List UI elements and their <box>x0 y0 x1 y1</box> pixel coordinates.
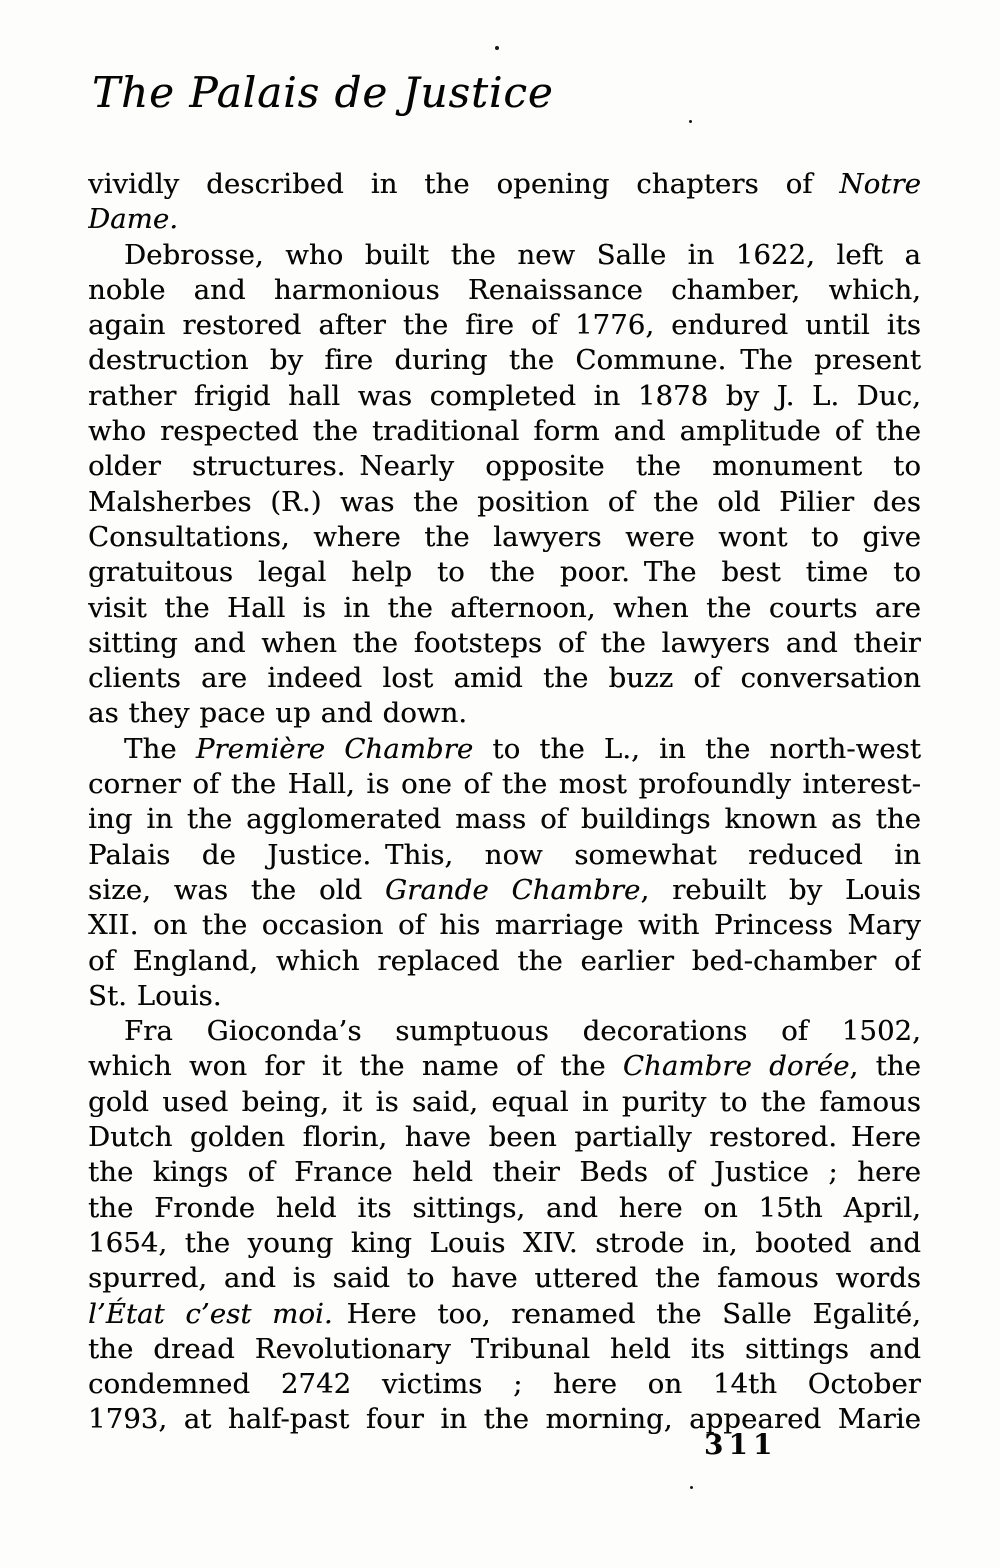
text-line <box>88 485 921 520</box>
text-line <box>88 343 921 378</box>
text-segment: who respected the traditional form and amplitude of the <box>88 415 921 448</box>
text-segment: the Fronde held its sittings, and here on 15th April, <box>88 1191 921 1224</box>
text-segment: to the L., in the north-west <box>473 732 921 765</box>
text-segment: , the <box>849 1050 921 1083</box>
text-segment: vividly described in the opening chapters of <box>88 168 840 200</box>
text-line <box>88 626 921 661</box>
text-line <box>88 449 921 484</box>
text-segment: gratuitous legal help to the poor. The best time to <box>88 556 921 589</box>
text-segment: which won for it the name of the <box>88 1050 623 1083</box>
text-line <box>88 767 921 802</box>
text-segment: St. Louis. <box>88 979 222 1012</box>
text-line <box>88 873 921 908</box>
text-line <box>88 167 921 202</box>
text-line <box>88 414 921 449</box>
text-segment: noble and harmonious Renaissance chamber, which, <box>88 273 921 306</box>
text-segment: spurred, and is said to have uttered the famous words <box>88 1262 921 1295</box>
text-segment: Dutch golden florin, have been partially restored. Here <box>88 1121 921 1154</box>
text-line <box>88 1191 921 1226</box>
text-segment: Consultations, where the lawyers were wont to give <box>88 520 921 553</box>
text-line <box>88 1014 921 1049</box>
page-number: 311 <box>704 1428 778 1461</box>
text-segment: rather frigid hall was completed in 1878 by J. L. Duc, <box>88 379 921 412</box>
text-segment: size, was the old <box>88 873 385 906</box>
text-segment: Fra Gioconda’s sumptuous decorations of 1502, <box>124 1015 921 1048</box>
text-segment: 1793, at half-past four in the morning, appeared Marie <box>88 1403 921 1436</box>
text-line <box>88 908 921 943</box>
text-line <box>88 1261 921 1296</box>
text-line <box>88 1402 921 1437</box>
text-line <box>88 308 921 343</box>
italic-text-segment: Première Chambre <box>195 732 474 765</box>
text-line <box>88 555 921 590</box>
text-line <box>88 1049 921 1084</box>
italic-text-segment: Dame. <box>88 203 179 236</box>
italic-text-segment: Grande Chambre <box>385 873 641 906</box>
text-line <box>88 1085 921 1120</box>
text-segment: Here too, renamed the Salle Egalité, <box>332 1297 921 1330</box>
text-segment: ing in the agglomerated mass of buildings known as the <box>88 803 921 836</box>
text-segment: as they pace up and down. <box>88 697 468 730</box>
text-segment: corner of the Hall, is one of the most profoundly interest- <box>88 768 921 801</box>
text-segment: gold used being, it is said, equal in purity to the famous <box>88 1085 921 1118</box>
text-line <box>88 520 921 555</box>
scan-speck <box>495 46 499 50</box>
text-segment: Malsherbes (R.) was the position of the old Pilier des <box>88 485 921 518</box>
text-line <box>88 1332 921 1367</box>
text-line <box>88 202 921 237</box>
text-segment: visit the Hall is in the afternoon, when the courts are <box>88 591 921 624</box>
text-line <box>88 1226 921 1261</box>
text-segment: the kings of France held their Beds of Justice ; here <box>88 1156 921 1189</box>
text-line <box>88 273 921 308</box>
text-line <box>88 838 921 873</box>
text-segment: again restored after the fire of 1776, endured until its <box>88 309 921 342</box>
running-header: The Palais de Justice <box>92 68 554 117</box>
text-line <box>88 1120 921 1155</box>
text-line <box>88 238 921 273</box>
italic-text-segment: Chambre dorée <box>622 1050 850 1083</box>
text-line <box>88 979 921 1014</box>
italic-text-segment: Notre <box>839 168 921 200</box>
text-segment: sitting and when the footsteps of the lawyers and their <box>88 626 921 659</box>
text-segment: destruction by fire during the Commune. The present <box>88 344 921 377</box>
text-line <box>88 696 921 731</box>
text-segment: Debrosse, who built the new Salle in 1622, left a <box>124 238 921 271</box>
page-body <box>88 167 921 1438</box>
text-segment: of England, which replaced the earlier bed-chamber of <box>88 944 921 977</box>
text-segment: The <box>124 732 196 765</box>
text-segment: XII. on the occasion of his marriage with Princess Mary <box>88 909 921 942</box>
text-line <box>88 802 921 837</box>
text-line <box>88 1155 921 1190</box>
text-segment: , rebuilt by Louis <box>640 873 921 906</box>
text-line <box>88 1297 921 1332</box>
text-line <box>88 732 921 767</box>
text-segment: clients are indeed lost amid the buzz of conversation <box>88 662 921 695</box>
text-line <box>88 591 921 626</box>
text-segment: condemned 2742 victims ; here on 14th October <box>88 1368 921 1401</box>
text-segment: older structures. Nearly opposite the monument to <box>88 450 921 483</box>
text-line <box>88 661 921 696</box>
italic-text-segment: l’État c’est moi. <box>88 1297 333 1330</box>
scan-speck <box>690 1486 693 1489</box>
text-line <box>88 379 921 414</box>
text-line <box>88 944 921 979</box>
text-line <box>88 1367 921 1402</box>
text-segment: Palais de Justice. This, now somewhat reduced in <box>88 838 921 871</box>
text-segment: the dread Revolutionary Tribunal held its sittings and <box>88 1332 921 1365</box>
text-segment: 1654, the young king Louis XIV. strode in, booted and <box>88 1226 921 1259</box>
scan-speck <box>689 120 692 123</box>
